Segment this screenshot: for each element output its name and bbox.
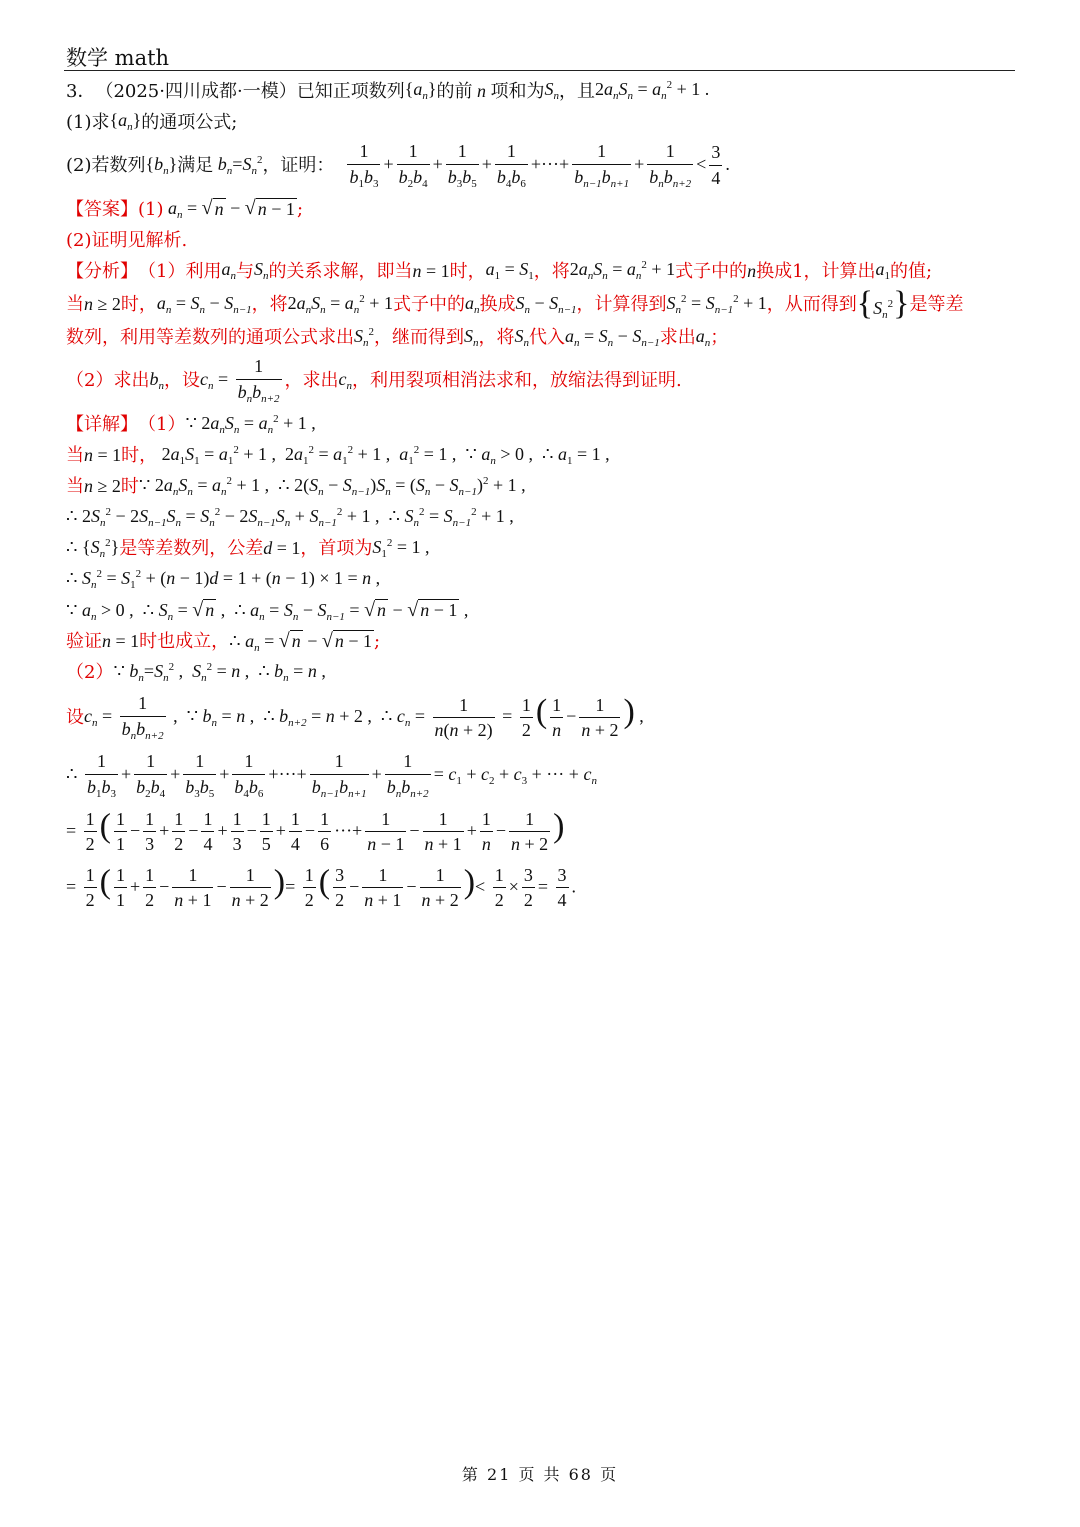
page-footer: 第 21 页 共 68 页 [461, 1465, 619, 1484]
detail-line-9: （2） ∵ $b_n=S_n^2$ , $S_n^2 = n$ , ∴ $b_n = n$ , [66, 660, 326, 684]
analysis-line-2: 当 n ≥ 2 时， $a_n = S_n - S_{n-1}$ ，将 $2a_nS_n = a_n^2 + 1$ 式子中的 $a_n$ 换成 $S_n - S_{n-1}$ ，计算得到 $S_n^2 = S_{n-1}^2 + 1$ ，从而得到 $\{S_n^2\}$ 是等差 [66, 285, 964, 322]
analysis-line-1: 【分析】 （1）利用 $a_n$ 与 $S_n$ 的关系求解，即当 n = 1 时， $a_1 = S_1$ ，将 $2a_nS_n = a_n^2 + 1$ 式子中的 n 换成1，计算出 $a_1$ 的值; [66, 259, 933, 283]
detail-line-7: ∵ $a_n > 0$ , ∴ $S_n$ = √ n , ∴ $a_n = S_n - S_{n-1}$ = √ n − √ n − 1 , [66, 598, 469, 623]
problem-number: 3． [66, 80, 96, 102]
answer-line-2: (2)证明见解析. [66, 229, 188, 251]
analysis-label: 【分析】 [66, 260, 138, 282]
header-rule [64, 70, 1015, 71]
detail-line-12: = $\frac{1}{2}$ ( $\frac{1}{1}$ − $\frac{1}{3}$ + $\frac{1}{2}$ − $\frac{1}{4}$ + $\frac{1}{3}$ − $\frac{1}{5}$ + $\frac{1}{4}$ − $\frac{1}{6}$ ···+ $\frac{1}{n - 1}$ − $\frac{1}{n + 1}$ + $\frac{1}{n}$ − $\frac{1}{n + 2}$ ) [66, 807, 565, 855]
problem-stem: 3． （2025·四川成都·一模） 已知正项数列 $\{a_n\}$ 的前 n 项和为 $S_n$ ，且 $2a_nS_n = a_n^2 + 1$ . [66, 79, 710, 103]
problem-content [66, 76, 1016, 916]
analysis-line-3: 数列，利用等差数列的通项公式求出 $S_n^2$ ，继而得到 $S_n$ ，将 $S_n$ 代入 $a_n = S_n - S_{n-1}$ 求出 $a_n$ ； [66, 325, 729, 349]
analysis-line-4: （2）求出 $b_n$ ，设 $c_n$ = $\frac{1}{b_nb_{n+2}}$ ，求出 $c_n$ ，利用裂项相消法求和，放缩法得到证明. [66, 356, 682, 405]
detail-line-10: 设 $c_n$ = $\frac{1}{b_nb_{n+2}}$ , ∵ $b_n = n$ , ∴ $b_{n+2} = n + 2$ , ∴ $c_n$ = $\frac{1}{n(n + 2)}$ = $\frac{1}{2}$ ( $\frac{1}{n}$ − $\frac{1}{n + 2}$ ) , [66, 693, 644, 742]
question-2: (2)若数列 $\{b_n\}$ 满足 $b_n=S_n^2$ ，证明： $\frac{1}{b_1b_3}$ + $\frac{1}{b_2b_4}$ + $\frac{1}{b_3b_5}$ + $\frac{1}{b_4b_6}$ +···+ $\frac{1}{b_{n-1}b_{n+1}}$ + $\frac{1}{b_nb_{n+2}}$ < $\frac{3}{4}$ . [66, 141, 730, 190]
answer-line-1: 【答案】 (1) $a_n$ = √ n − √ n − 1 ; [66, 197, 304, 222]
detail-line-6: ∴ $S_n^2 = S_1^2 + (n - 1)d = 1 + (n - 1) \times 1 = n$ , [66, 567, 381, 591]
detail-line-3: 当 n ≥ 2 时 ∵ $2a_nS_n = a_n^2 + 1$ , ∴ $2(S_n - S_{n-1})S_n = (S_n - S_{n-1})^2 + 1$ , [66, 474, 526, 498]
detail-label: 【详解】 [66, 413, 138, 435]
detail-line-13: = $\frac{1}{2}$ ( $\frac{1}{1}$ + $\frac{1}{2}$ − $\frac{1}{n + 1}$ − $\frac{1}{n + 2}$ )= $\frac{1}{2}$ ( $\frac{3}{2}$ − $\frac{1}{n + 1}$ − $\frac{1}{n + 2}$ )< $\frac{1}{2}$ × $\frac{3}{2}$ = $\frac{3}{4}$ . [66, 863, 576, 911]
problem-source: （2025·四川成都·一模） [95, 80, 297, 102]
detail-line-1: 【详解】 （1） ∵ $2a_nS_n = a_n^2 + 1$ , [66, 412, 316, 436]
detail-line-11: ∴ $\frac{1}{b_1b_3}$ + $\frac{1}{b_2b_4}$ + $\frac{1}{b_3b_5}$ + $\frac{1}{b_4b_6}$ +···+ $\frac{1}{b_{n-1}b_{n+1}}$ + $\frac{1}{b_nb_{n+2}}$ = $c_1 + c_2 + c_3$ + ··· + $c_n$ [66, 751, 597, 800]
answer-label: 【答案】 [66, 198, 138, 220]
detail-line-4: ∴ $2S_n^2 - 2S_{n-1}S_n = S_n^2 - 2S_{n-1}S_n + S_{n-1}^2 + 1$ , ∴ $S_n^2 = S_{n-1}^2 + 1$ , [66, 505, 514, 529]
detail-line-5: ∴ $\{S_n^2\}$ 是等差数列，公差 d = 1 ，首项为 $S_1^2 = 1$ , [66, 536, 430, 560]
question-1: (1)求 $\{a_n\}$ 的通项公式; [66, 110, 238, 134]
detail-line-2: 当 n = 1 时， $2a_1S_1 = a_1^2 + 1$ , $2a_1^2 = a_1^2 + 1$ , $a_1^2 = 1$ , ∵ $a_n > 0$ , ∴ $a_1 = 1$ , [66, 443, 610, 467]
page-header: 数学 math [66, 46, 170, 70]
detail-line-8: 验证 n = 1 时也成立， ∴ $a_n$ = √ n − √ n − 1 ; [66, 629, 381, 654]
